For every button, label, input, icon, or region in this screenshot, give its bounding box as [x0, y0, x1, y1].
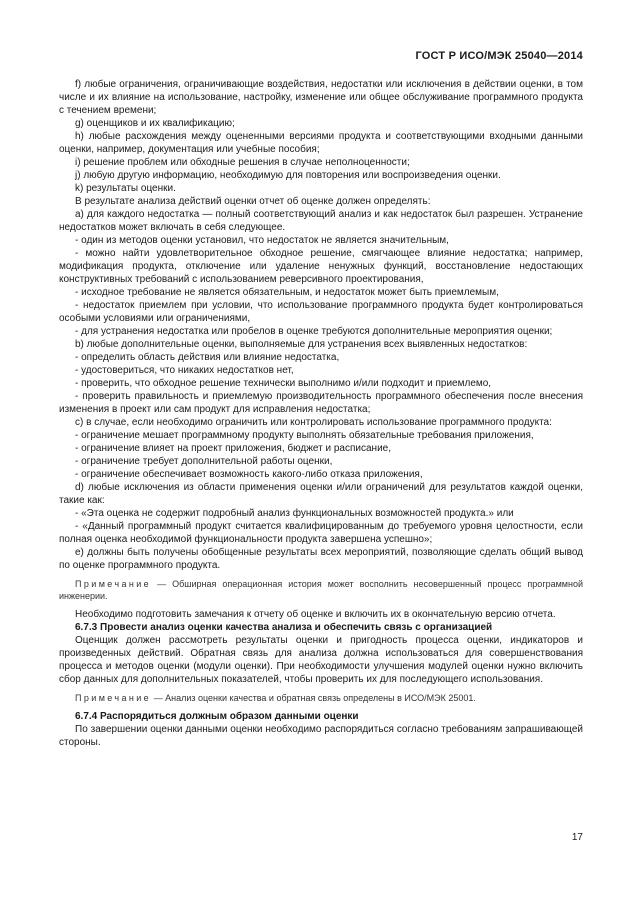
body-paragraph: - ограничение мешает программному продукту выполнять обязательные требования приложения,	[75, 430, 534, 441]
body-paragraph: j) любую другую информацию, необходимую для повторения или воспроизведения оценки.	[75, 170, 501, 181]
body-paragraph: f) любые ограничения, ограничивающие воздействия, недостатки или исключения в действии оценки, в том числе и их влияние на использование, настройку, изменение или общее обслуживание программного продукта с течением времени;	[59, 79, 583, 116]
body-paragraph: - исходное требование не является обязательным, и недостаток может быть приемлемым,	[75, 287, 499, 298]
body-paragraph: - ограничение влияет на проект приложения, бюджет и расписание,	[75, 443, 391, 454]
body-paragraph: а) для каждого недостатка — полный соответствующий анализ и как недостаток был разрешен. Устранение недостатков может включать в себя следующее.	[59, 209, 583, 233]
section-heading: 6.7.3 Провести анализ оценки качества анализа и обеспечить связь с организацией	[75, 622, 493, 633]
body-paragraph: h) любые расхождения между оцененными версиями продукта и соответствующими входными данными оценки, например, документация или учебные пособия;	[59, 131, 583, 155]
note-text: — Обширная операционная история может восполнить несовершенный процесс программной инженерии.	[59, 579, 583, 601]
body-paragraph: е) должны быть получены обобщенные результаты всех мероприятий, позволяющие сделать общий вывод по оценке программного продукта.	[59, 547, 583, 571]
body-paragraph: k) результаты оценки.	[75, 183, 176, 194]
document-body	[59, 78, 583, 749]
page-number: 17	[571, 832, 583, 843]
body-paragraph: - ограничение обеспечивает возможность какого-либо отказа приложения,	[75, 469, 423, 480]
body-paragraph: В результате анализа действий оценки отчет об оценке должен определять:	[75, 196, 431, 207]
body-paragraph: - удостовериться, что никаких недостатков нет,	[75, 365, 294, 376]
section-heading: 6.7.4 Распорядиться должным образом данными оценки	[75, 711, 359, 722]
body-paragraph: - для устранения недостатка или пробелов в оценке требуются дополнительные мероприятия оценки;	[75, 326, 553, 337]
body-paragraph: - «Эта оценка не содержит подробный анализ функциональных возможностей продукта.» или	[75, 508, 514, 519]
body-paragraph: - «Данный программный продукт считается квалифицированным до требуемого уровня целостности, если полная оценка необходимой функциональности продукта завершена успешно»;	[59, 521, 583, 545]
note-paragraph	[59, 692, 583, 704]
note-text: — Анализ оценки качества и обратная связь определены в ИСО/МЭК 25001.	[151, 693, 476, 703]
note-label: Примечание	[75, 579, 152, 589]
note-label: Примечание	[75, 693, 152, 703]
body-paragraph: - ограничение требует дополнительной работы оценки,	[75, 456, 333, 467]
body-paragraph: с) в случае, если необходимо ограничить или контролировать использование программного продукта:	[75, 417, 552, 428]
body-paragraph: Оценщик должен рассмотреть результаты оценки и пригодность процесса оценки, индикаторов и произведенных действий. Обратная связь для анализа должна использоваться для совершенствования процесса и методов оценки (модули оценки). При необходимости улучшения модулей оценки нужно включить сбор данных для дополнительных показателей, чтобы проверить их для последующего использования.	[59, 635, 583, 685]
body-paragraph: - один из методов оценки установил, что недостаток не является значительным,	[75, 235, 449, 246]
body-paragraph: - можно найти удовлетворительное обходное решение, смягчающее влияние недостатка; например, модификация продукта, отключение или удаление ненужных функций, восстановление недостающих конструктивных требований с использованием реверсивного проектирования,	[59, 248, 583, 285]
body-paragraph: - проверить, что обходное решение технически выполнимо и/или подходит и приемлемо,	[75, 378, 492, 389]
note-paragraph	[59, 578, 583, 602]
body-paragraph: По завершении оценки данными оценки необходимо распорядиться согласно требованиям запрашивающей стороны.	[59, 724, 583, 748]
body-paragraph: i) решение проблем или обходные решения в случае неполноценности;	[75, 157, 410, 168]
body-paragraph: b) любые дополнительные оценки, выполняемые для устранения всех выявленных недостатков:	[75, 339, 528, 350]
body-paragraph: - определить область действия или влияние недостатка,	[75, 352, 340, 363]
body-paragraph: Необходимо подготовить замечания к отчету об оценке и включить их в окончательную версию отчета.	[75, 609, 556, 620]
body-paragraph: - недостаток приемлем при условии, что использование программного продукта будет контролироваться особыми условиями или ограничениями,	[59, 300, 583, 324]
body-paragraph: d) любые исключения из области применения оценки и/или ограничений для результатов каждой оценки, такие как:	[59, 482, 583, 506]
document-header: ГОСТ Р ИСО/МЭК 25040—2014	[415, 50, 583, 62]
body-paragraph: g) оценщиков и их квалификацию;	[75, 118, 235, 129]
body-paragraph: - проверить правильность и приемлемую производительность программного обеспечения после внесения изменения в проект или сам продукт для исправления недостатка;	[59, 391, 583, 415]
